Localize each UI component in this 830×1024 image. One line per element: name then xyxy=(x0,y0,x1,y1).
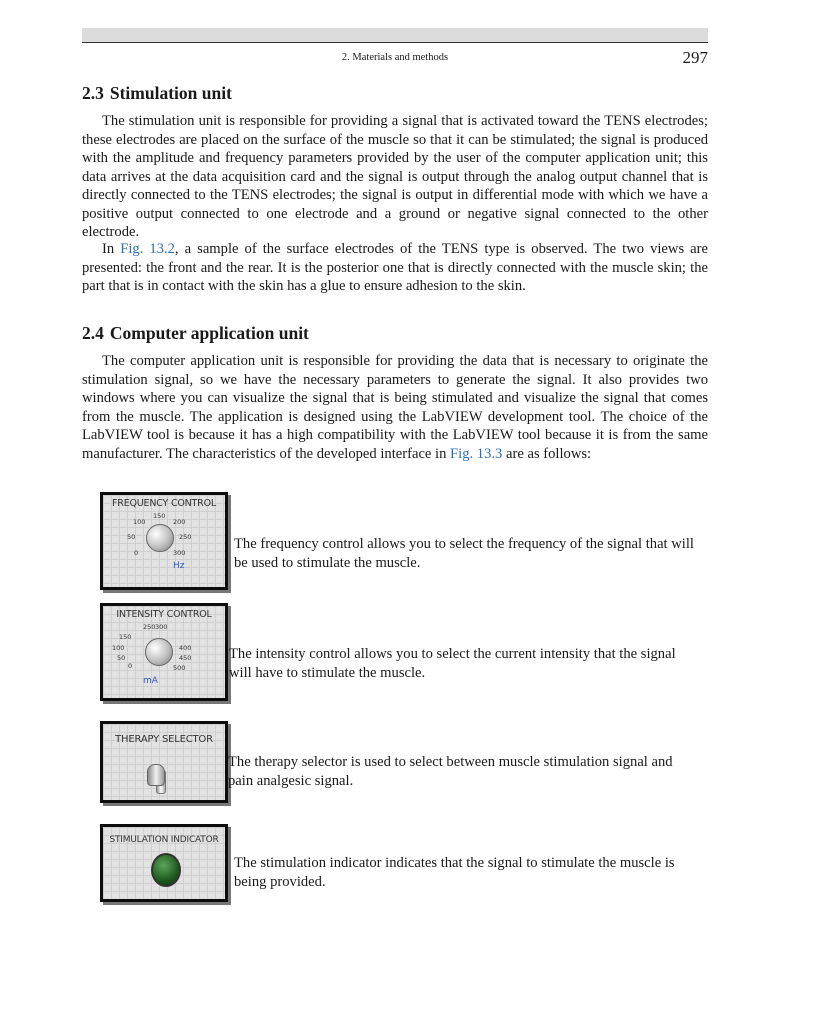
text-span: The computer application unit is responsible for providing the data that is necessary to originate the stimulation signal, so we have the necessary parameters to generate the signal. It also provides two windows where you can visualize the signal that is being stimulated and visualize the signal that comes from the muscle. The application is designed using the LabVIEW development tool. The choice of the LabVIEW tool is because it has a high compatibility with the LabVIEW tool because it is from the same manufacturer. The characteristics of the developed interface in xyxy=(82,353,708,462)
stimulation-indicator-panel xyxy=(100,824,228,902)
frequency-knob[interactable] xyxy=(146,524,174,552)
page-number: 297 xyxy=(682,48,708,67)
section-title: Computer application unit xyxy=(109,323,309,343)
tick-label: 300 xyxy=(173,549,186,557)
section-title: Stimulation unit xyxy=(109,83,232,103)
tick-label: 0 xyxy=(128,662,133,670)
panel-title: THERAPY SELECTOR xyxy=(115,734,213,745)
header-rule xyxy=(82,42,708,43)
section-heading-2-4 xyxy=(82,323,309,344)
text-span: , a sample of the surface electrodes of the TENS type is observed. The two views are presented: the front and the rear. It is the posterior one that is directly connected with the muscle skin; the part that is in contact with the skin has a glue to ensure adhesion to the skin. xyxy=(82,241,708,294)
tick-label: 500 xyxy=(173,664,186,672)
paragraph-computer-1 xyxy=(82,352,708,463)
header-bar xyxy=(82,28,708,42)
stimulation-indicator-description: The stimulation indicator indicates that the signal to stimulate the muscle is being provided. xyxy=(234,855,675,890)
figure-link-13-3[interactable]: Fig. 13.3 xyxy=(450,445,503,462)
intensity-control-description: The intensity control allows you to select the current intensity that the signal will have to stimulate the muscle. xyxy=(229,646,676,681)
section-number: 2.3 xyxy=(82,83,104,103)
tick-label: 150 xyxy=(153,512,166,520)
frequency-control-description: The frequency control allows you to select the frequency of the signal that will be used to stimulate the muscle. xyxy=(234,536,694,571)
led-indicator-icon xyxy=(151,853,181,887)
toggle-switch-icon[interactable] xyxy=(147,764,165,786)
unit-label: Hz xyxy=(173,561,185,571)
tick-label: 0 xyxy=(134,549,139,557)
tick-label: 50 xyxy=(127,533,136,541)
tick-label: 250 xyxy=(179,533,192,541)
section-number: 2.4 xyxy=(82,323,104,343)
therapy-selector-panel xyxy=(100,721,228,803)
tick-label: 150 xyxy=(119,633,132,641)
tick-label: 300 xyxy=(155,623,168,631)
panel-title: STIMULATION INDICATOR xyxy=(109,835,219,845)
panel-title: FREQUENCY CONTROL xyxy=(112,498,216,509)
intensity-knob[interactable] xyxy=(145,638,173,666)
tick-label: 400 xyxy=(179,644,192,652)
running-head: 2. Materials and methods xyxy=(341,52,449,63)
intensity-control-panel xyxy=(100,603,228,701)
tick-label: 250 xyxy=(143,623,156,631)
text-span: are as follows: xyxy=(502,445,592,462)
unit-label: mA xyxy=(143,676,158,686)
therapy-selector-description: The therapy selector is used to select between muscle stimulation signal and pain analgesic signal. xyxy=(228,754,673,789)
panel-title: INTENSITY CONTROL xyxy=(116,609,212,620)
tick-label: 450 xyxy=(179,654,192,662)
section-heading-2-3 xyxy=(82,83,232,104)
paragraph-stimulation-1: The stimulation unit is responsible for providing a signal that is activated toward the TENS electrodes; these electrodes are placed on the surface of the muscle so that it can be stimulated; the signal is produced with the amplitude and frequency parameters provided by the user of the computer application unit; this data arrives at the data acquisition card and the signal is output through the analog output channel that is directly connected to the TENS electrodes; the signal is output in differential mode with which we have a positive output connected to one electrode and a ground or negative signal connected to the other electrode. xyxy=(82,113,708,240)
tick-label: 200 xyxy=(173,518,186,526)
tick-label: 100 xyxy=(112,644,125,652)
text-span: In xyxy=(102,241,121,257)
tick-label: 50 xyxy=(117,654,126,662)
paragraph-stimulation-2 xyxy=(82,240,708,296)
tick-label: 100 xyxy=(133,518,146,526)
frequency-control-panel xyxy=(100,492,228,590)
figure-link-13-2[interactable]: Fig. 13.2 xyxy=(120,241,175,257)
